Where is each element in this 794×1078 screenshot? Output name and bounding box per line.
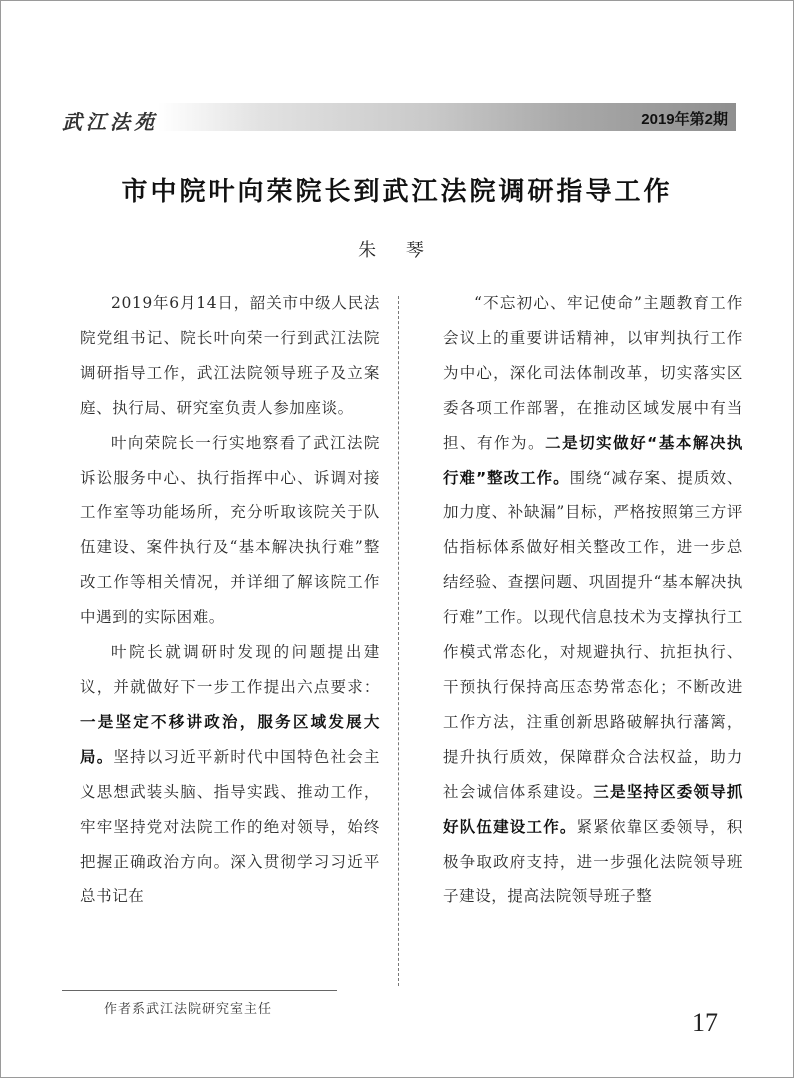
column-left: [80, 286, 380, 914]
emphasis-text: 二是切实做好“基本解决执行难”整改工作。: [443, 433, 743, 487]
text-run: 围绕“减存案、提质效、加力度、补缺漏”目标，严格按照第三方评估指标体系做好相关整改工作，进一步总结经验、查摆问题、巩固提升“基本解决执行难”工作。以现代信息技术为支撑执行工作模式常态化，对规避执行、抗拒执行、干预执行保持高压态势常态化；不断改进工作方法，注重创新思路破解执行藩篱，提升执行质效，保障群众合法权益，助力社会诚信体系建设。: [443, 468, 743, 801]
paragraph: 2019年6月14日，韶关市中级人民法院党组书记、院长叶向荣一行到武江法院调研指导工作，武江法院领导班子及立案庭、执行局、研究室负责人参加座谈。: [80, 294, 380, 417]
footnote-rule: [62, 990, 337, 991]
issue-label: 2019年第2期: [641, 111, 728, 128]
emphasis-text: 一是坚定不移讲政治，服务区域发展大局。: [80, 712, 380, 766]
paragraph: [443, 286, 743, 914]
header-band: [56, 103, 736, 131]
text-run: 坚持以习近平新时代中国特色社会主义思想武装头脑、指导实践、推动工作，牢牢坚持党对法院工作的绝对领导，始终把握正确政治方向。深入贯彻学习习近平总书记在: [80, 747, 380, 906]
text-run: “不忘初心、牢记使命”主题教育工作会议上的重要讲话精神，以审判执行工作为中心，深化司法体制改革，切实落实区委各项工作部署，在推动区域发展中有当担、有作为。: [443, 294, 743, 452]
article-title: 市中院叶向荣院长到武江法院调研指导工作: [121, 177, 673, 207]
paragraph: [80, 635, 380, 914]
column-right: [443, 286, 743, 914]
article-author: 朱 琴: [358, 240, 436, 261]
page-number: 17: [692, 1008, 718, 1037]
text-run: 叶院长就调研时发现的问题提出建议，并就做好下一步工作提出六点要求：: [80, 643, 380, 696]
paragraph: 叶向荣院长一行实地察看了武江法院诉讼服务中心、执行指挥中心、诉调对接工作室等功能场所，充分听取该院关于队伍建设、案件执行及“基本解决执行难”整改工作等相关情况，并详细了解该院工作中遇到的实际困难。: [80, 433, 380, 627]
footnote: 作者系武江法院研究室主任: [104, 1002, 273, 1017]
emphasis-text: 三是坚持区委领导抓好队伍建设工作。: [443, 782, 743, 836]
column-divider: [398, 296, 399, 986]
journal-name: 武江法苑: [62, 110, 158, 134]
text-run: 紧紧依靠区委领导，积极争取政府支持，进一步强化法院领导班子建设，提高法院领导班子整: [443, 817, 743, 906]
